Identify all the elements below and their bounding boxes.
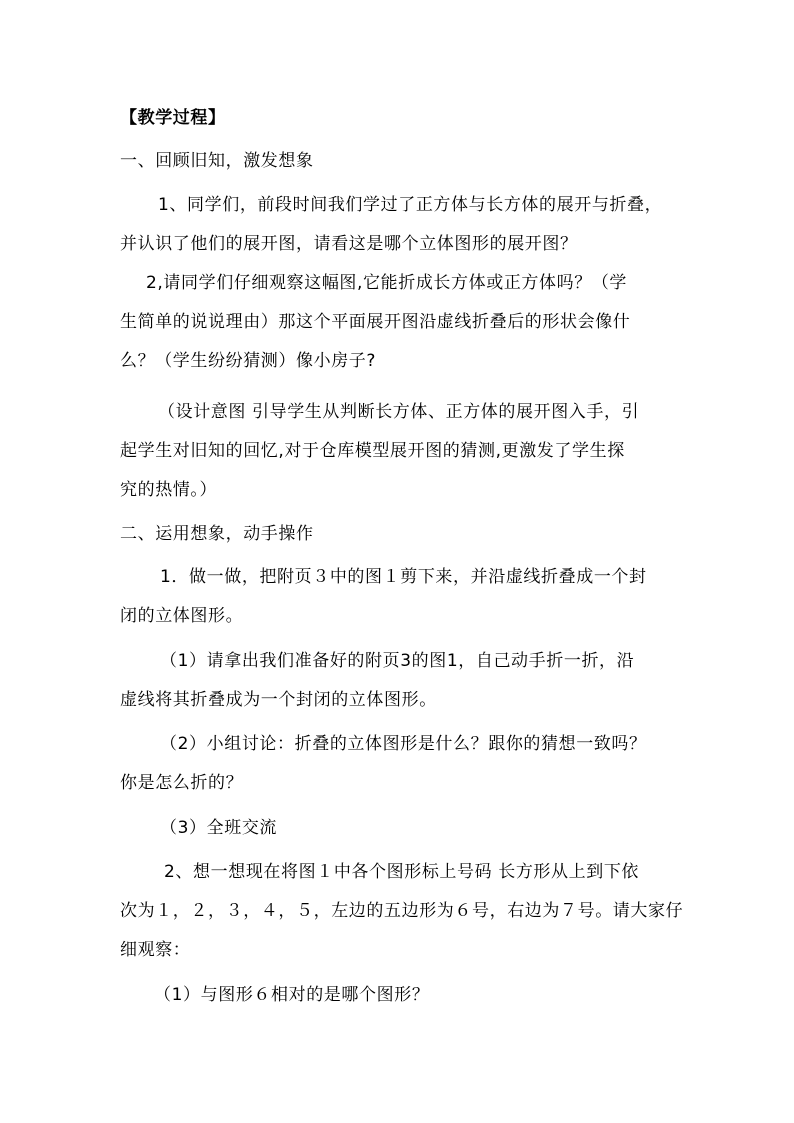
paragraph-line: 2、想一想现在将图１中各个图形标上号码 长方形从上到下依 xyxy=(164,862,640,882)
paragraph-line: 虚线将其折叠成为一个封闭的立体图形。 xyxy=(120,690,437,710)
paragraph-line: （2）小组讨论：折叠的立体图形是什么？跟你的猜想一致吗？ xyxy=(160,734,647,754)
paragraph-line: 闭的立体图形。 xyxy=(120,606,244,626)
paragraph-line: 次为１，２，３，４，５，左边的五边形为６号，右边为７号。请大家仔 xyxy=(120,901,684,921)
paragraph-line: （1）与图形６相对的是哪个图形？ xyxy=(154,985,430,1005)
section-title-review: 一、回顾旧知，激发想象 xyxy=(120,151,314,171)
paragraph-line: 细观察： xyxy=(120,940,191,960)
paragraph-line: 并认识了他们的展开图，请看这是哪个立体图形的展开图？ xyxy=(120,234,578,254)
paragraph-line: （1）请拿出我们准备好的附页3的图1，自己动手折一折，沿 xyxy=(160,651,635,671)
paragraph-line: 2,请同学们仔细观察这幅图,它能折成长方体或正方体吗？（学 xyxy=(146,273,628,293)
paragraph-line: 1、同学们，前段时间我们学过了正方体与长方体的展开与折叠， xyxy=(158,195,663,215)
paragraph-line: 么？（学生纷纷猜测）像小房子? xyxy=(120,351,377,371)
paragraph-line: 究的热情。） xyxy=(120,480,218,500)
paragraph-line: 1．做一做，把附页３中的图１剪下来，并沿虚线折叠成一个封 xyxy=(160,567,647,587)
paragraph-line: （设计意图 引导学生从判断长方体、正方体的展开图入手，引 xyxy=(158,402,640,422)
paragraph-line: （3）全班交流 xyxy=(160,818,278,838)
paragraph-line: 起学生对旧知的回忆,对于仓库模型展开图的猜测,更激发了学生探 xyxy=(120,441,625,461)
section-title-operation: 二、运用想象，动手操作 xyxy=(120,524,314,544)
paragraph-line: 你是怎么折的？ xyxy=(120,773,244,793)
section-heading: 【教学过程】 xyxy=(120,108,226,128)
paragraph-line: 生简单的说说理由）那这个平面展开图沿虚线折叠后的形状会像什 xyxy=(120,312,631,332)
